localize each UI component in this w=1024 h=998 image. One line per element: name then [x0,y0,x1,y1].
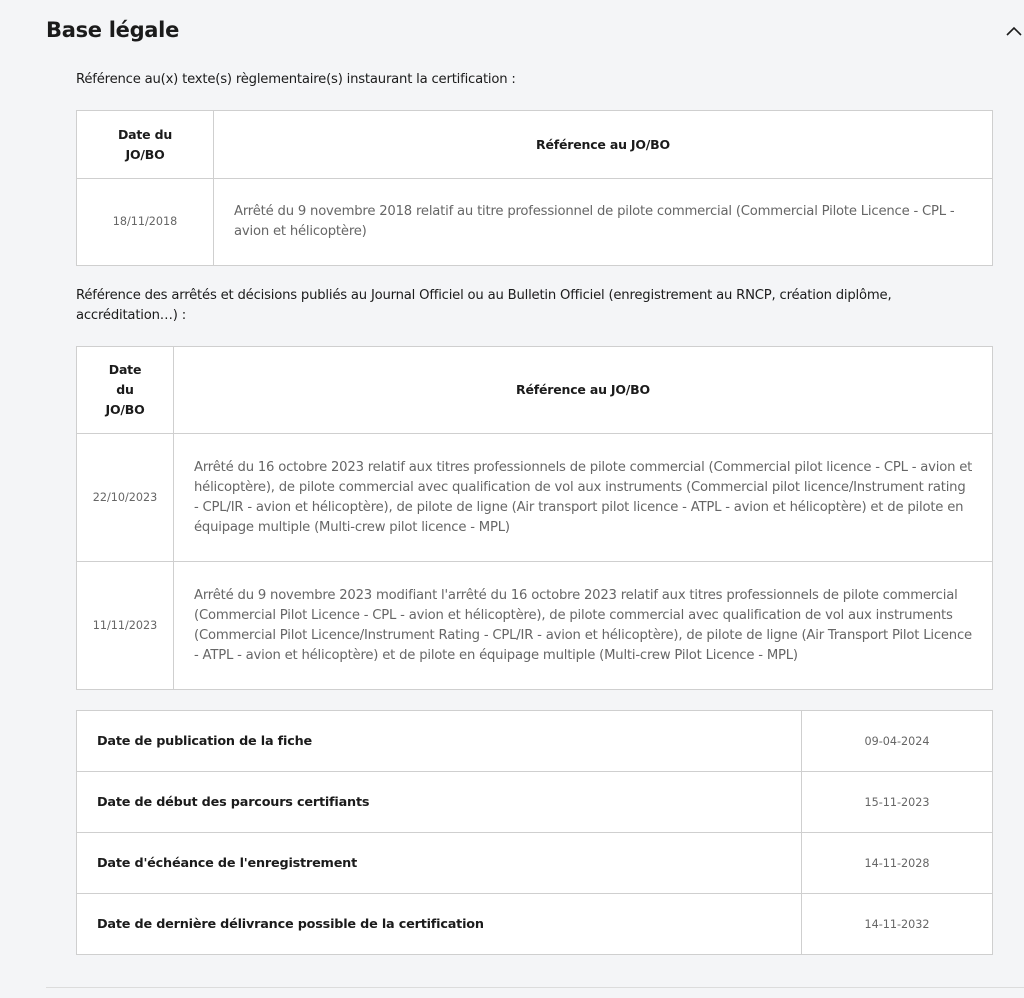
table-row [77,562,993,690]
section-divider [46,987,1024,988]
column-header-date: Date du JO/BO [77,347,174,434]
section-title: Base légale [46,18,180,42]
row-date: 22/10/2023 [77,434,174,562]
table-row [77,179,993,266]
date-row-last-delivery [77,894,993,955]
date-row-expiry [77,833,993,894]
table-header-row [77,347,993,434]
date-label: Date de publication de la fiche [77,711,802,772]
row-date: 11/11/2023 [77,562,174,690]
row-reference: Arrêté du 9 novembre 2018 relatif au titre professionnel de pilote commercial (Commercial Pilote Licence - CPL - avion et hélicoptère) [214,179,993,266]
certification-dates-table [76,710,993,955]
date-value: 14-11-2028 [802,833,993,894]
table-row [77,434,993,562]
regulatory-texts-table [76,110,993,266]
column-header-date: Date du JO/BO [77,111,214,179]
date-row-start [77,772,993,833]
column-header-reference: Référence au JO/BO [214,111,993,179]
intro-regulatory-texts: Référence au(x) texte(s) règlementaire(s) instaurant la certification : [76,72,516,87]
table-header-row [77,111,993,179]
column-header-reference: Référence au JO/BO [174,347,993,434]
date-value: 14-11-2032 [802,894,993,955]
date-value: 15-11-2023 [802,772,993,833]
date-label: Date de dernière délivrance possible de la certification [77,894,802,955]
date-value: 09-04-2024 [802,711,993,772]
row-date: 18/11/2018 [77,179,214,266]
date-row-publication [77,711,993,772]
published-decrees-table [76,346,993,690]
collapse-chevron-up-icon[interactable] [1004,22,1024,42]
date-label: Date de début des parcours certifiants [77,772,802,833]
date-label: Date d'échéance de l'enregistrement [77,833,802,894]
intro-published-decrees: Référence des arrêtés et décisions publiés au Journal Officiel ou au Bulletin Officiel (enregistrement au RNCP, création diplôme, accréditation…) : [76,288,892,323]
row-reference: Arrêté du 16 octobre 2023 relatif aux titres professionnels de pilote commercial (Commercial pilot licence - CPL - avion et hélicoptère), de pilote commercial avec qualification de vol aux instruments (Commercial pilot licence/Instrument rating - CPL/IR - avion et hélicoptère), de pilote de ligne (Air transport pilot licence - ATPL - avion et hélicoptère) et de pilote en équipage multiple (Multi-crew pilot licence - MPL) [174,434,993,562]
row-reference: Arrêté du 9 novembre 2023 modifiant l'arrêté du 16 octobre 2023 relatif aux titres professionnels de pilote commercial (Commercial Pilot Licence - CPL - avion et hélicoptère), de pilote commercial avec qualification de vol aux instruments (Commercial Pilot Licence/Instrument Rating - CPL/IR - avion et hélicoptère), de pilote de ligne (Air Transport Pilot Licence - ATPL - avion et hélicoptère) et de pilote en équipage multiple (Multi-crew Pilot Licence - MPL) [174,562,993,690]
